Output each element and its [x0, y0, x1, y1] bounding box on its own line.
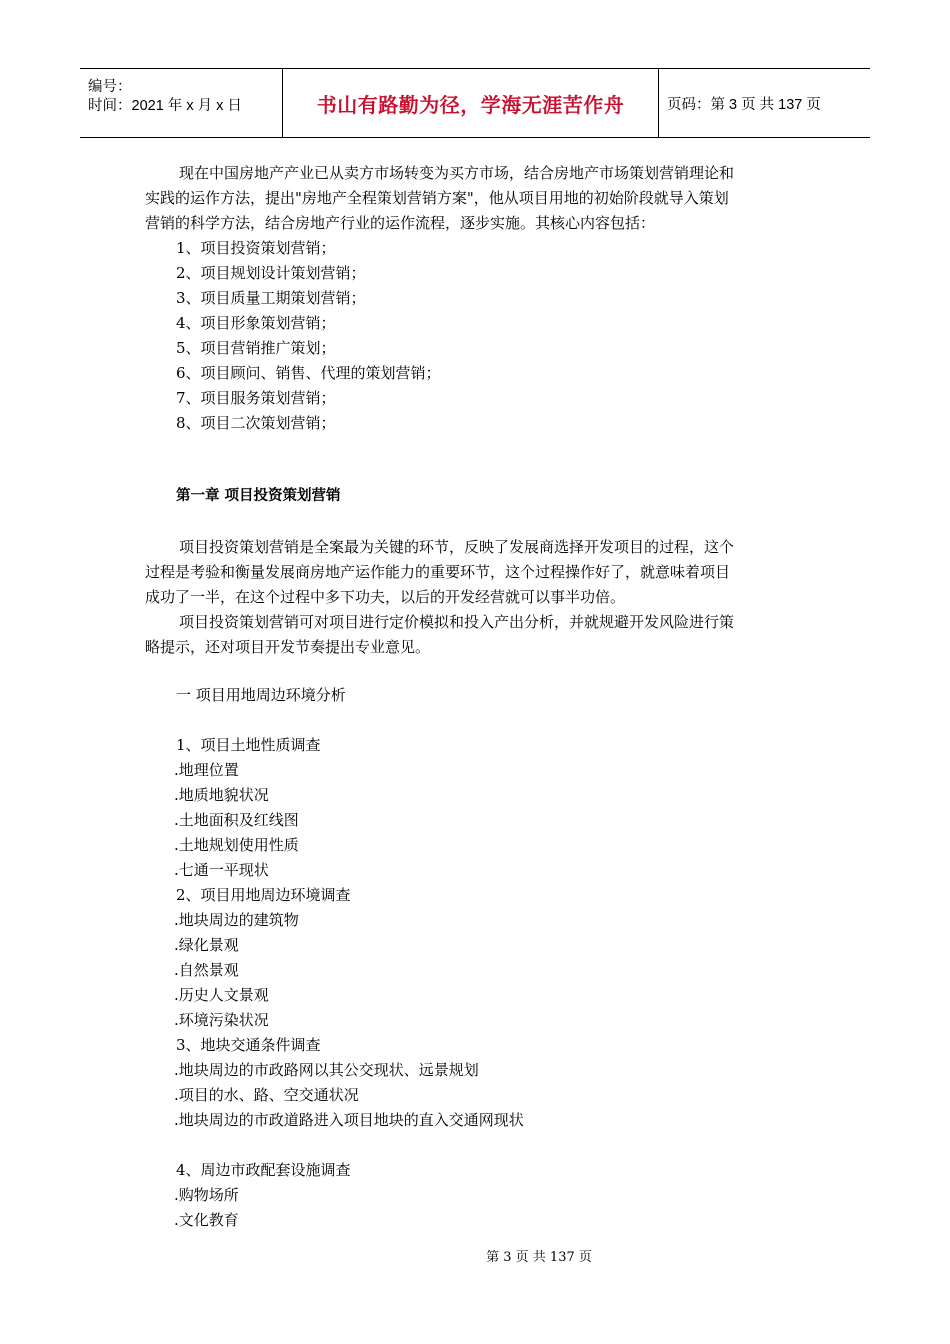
chapter-paragraph-line-3: 成功了一半，在这个过程中多下功夫，以后的开发经营就可以事半功倍。 — [145, 588, 626, 606]
list-item: .地块周边的市政路网以其公交现状、远景规划 — [174, 1061, 479, 1079]
chapter-paragraph-line-1: 项目投资策划营销是全案最为关键的环节，反映了发展商选择开发项目的过程，这个 — [179, 538, 735, 556]
header-page-cell — [659, 69, 870, 137]
chapter-paragraph-line-5: 略提示，还对项目开发节奏提出专业意见。 — [145, 638, 431, 656]
header-motto: 书山有路勤为径，学海无涯苦作舟 — [316, 92, 625, 117]
subsection-heading: 2、项目用地周边环境调查 — [176, 886, 351, 904]
page-footer — [0, 1246, 950, 1265]
document-date-label: 时间：2021 年 x 月 x 日 — [88, 98, 242, 114]
intro-paragraph-line-1: 现在中国房地产产业已从卖方市场转变为买方市场，结合房地产市场策划营销理论和 — [179, 164, 735, 182]
footer-page-number: 第 3 页 共 137 页 — [486, 1250, 592, 1265]
list-item: 7、项目服务策划营销； — [176, 389, 336, 407]
subsection-heading: 3、地块交通条件调查 — [176, 1036, 321, 1054]
list-item: 8、项目二次策划营销； — [176, 414, 336, 432]
list-item: .地块周边的市政道路进入项目地块的直入交通网现状 — [174, 1111, 524, 1129]
header-page-number: 页码：第 3 页 共 137 页 — [667, 96, 821, 113]
chapter-paragraph-line-4: 项目投资策划营销可对项目进行定价模拟和投入产出分析，并就规避开发风险进行策 — [179, 613, 735, 631]
header-motto-cell — [283, 69, 659, 137]
list-item: .自然景观 — [174, 961, 239, 979]
list-item: .土地规划使用性质 — [174, 836, 299, 854]
list-item: .地质地貌状况 — [174, 786, 269, 804]
list-item: .购物场所 — [174, 1186, 239, 1204]
list-item: .文化教育 — [174, 1211, 239, 1229]
list-item: 1、项目投资策划营销； — [176, 239, 336, 257]
list-item: 5、项目营销推广策划； — [176, 339, 336, 357]
document-number-label: 编号： — [88, 79, 132, 95]
chapter-paragraph-line-2: 过程是考验和衡量发展商房地产运作能力的重要环节，这个过程操作好了，就意味着项目 — [145, 563, 731, 581]
subsection-heading: 4、周边市政配套设施调查 — [176, 1161, 351, 1179]
list-item: 6、项目顾问、销售、代理的策划营销； — [176, 364, 441, 382]
list-item: 2、项目规划设计策划营销； — [176, 264, 366, 282]
list-item: .环境污染状况 — [174, 1011, 269, 1029]
intro-paragraph-line-2: 实践的运作方法，提出"房地产全程策划营销方案"，他从项目用地的初始阶段就导入策划 — [145, 189, 729, 207]
list-item: .绿化景观 — [174, 936, 239, 954]
list-item: .地块周边的建筑物 — [174, 911, 299, 929]
header-info-cell — [80, 69, 283, 137]
list-item: .地理位置 — [174, 761, 239, 779]
list-item: .历史人文景观 — [174, 986, 269, 1004]
list-item: 4、项目形象策划营销； — [176, 314, 336, 332]
page-header — [80, 68, 870, 138]
list-item: .项目的水、路、空交通状况 — [174, 1086, 359, 1104]
list-item: .七通一平现状 — [174, 861, 269, 879]
intro-paragraph-line-3: 营销的科学方法，结合房地产行业的运作流程，逐步实施。其核心内容包括： — [145, 214, 656, 232]
section-heading: 一 项目用地周边环境分析 — [176, 686, 346, 704]
subsection-heading: 1、项目土地性质调查 — [176, 736, 321, 754]
chapter-heading: 第一章 项目投资策划营销 — [176, 488, 341, 504]
list-item: .土地面积及红线图 — [174, 811, 299, 829]
list-item: 3、项目质量工期策划营销； — [176, 289, 366, 307]
